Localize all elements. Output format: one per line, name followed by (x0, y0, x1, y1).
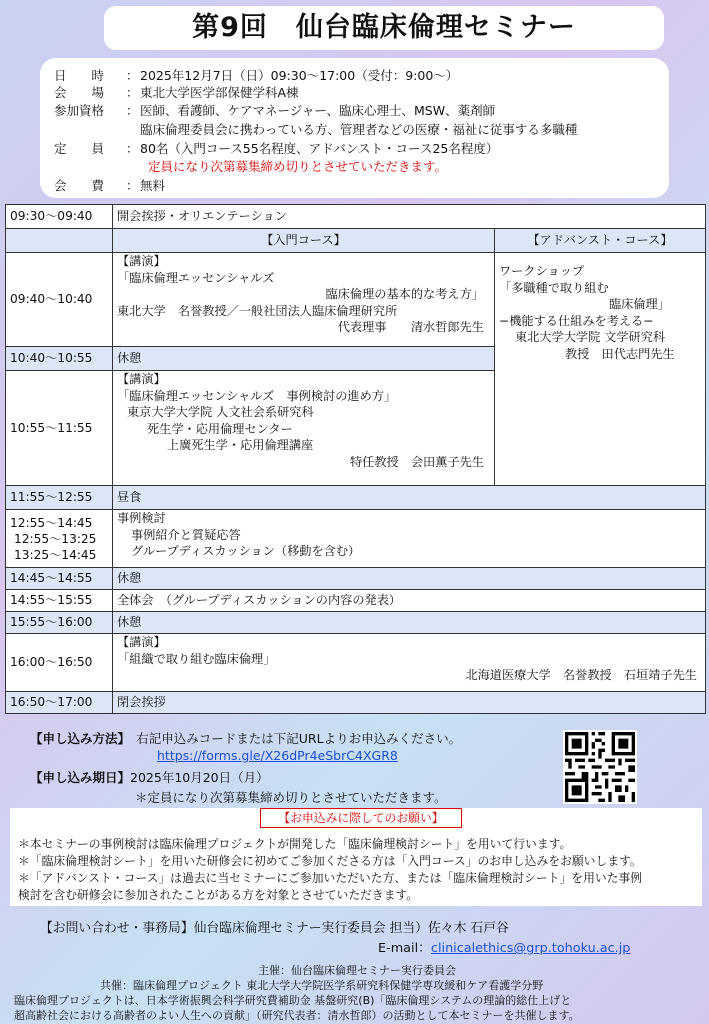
page-title: 第9回 仙台臨床倫理セミナー (104, 6, 664, 50)
case-study-title: 事例検討 (117, 511, 166, 525)
time-sub: 13:25〜14:45 (14, 547, 97, 562)
apply-deadline-label: 【申し込み期日】 (30, 770, 131, 785)
contact-line: 【お問い合わせ・事務局】仙台臨床倫理セミナー実行委員会 担当）佐々木 石戸谷 (40, 921, 509, 936)
intro-course-header: 【入門コース】 (113, 229, 495, 253)
apply-deadline (30, 768, 269, 786)
workshop-speaker: 教授 田代志門先生 (565, 346, 675, 361)
apply-deadline-value: 2025年10月20日（月） (130, 770, 269, 785)
lecture-cell (113, 253, 495, 347)
workshop-title-2: 臨床倫理」 (609, 297, 670, 311)
program-cell: 全体会 （グループディスカッションの内容の発表） (113, 590, 706, 612)
table-row (6, 634, 706, 692)
program-cell: 昼食 (113, 486, 706, 510)
notice-line: ＊本セミナーの事例検討は臨床倫理プロジェクトが開発した「臨床倫理検討シート」を用いて行います。 (18, 837, 572, 851)
capacity-row: 定 員 ：80名（入門コース55名程度、アドバンスト・コース25名程度） (54, 141, 499, 156)
venue-row: 会 場 ：東北大学医学部保健学科A棟 (54, 85, 299, 100)
schedule-table (5, 204, 706, 714)
time-cell: 09:40〜10:40 (6, 253, 113, 347)
eligibility-label: 参加資格 (54, 103, 105, 118)
time-cell: 14:55〜15:55 (6, 590, 113, 612)
footer-cohost: 共催：臨床倫理プロジェクト 東北大学大学院医学系研究科保健学専攻緩和ケア看護学分野 (100, 979, 544, 992)
capacity-label: 定 員 (54, 141, 105, 156)
table-row (6, 590, 706, 612)
case-study-item: 事例紹介と質疑応答 (131, 527, 241, 542)
qr-code-icon (565, 732, 635, 802)
case-study-item: グループディスカッション（移動を含む） (131, 544, 361, 558)
eligibility-row: 参加資格 ：医師、看護師、ケアマネージャー、臨床心理士、MSW、薬剤師 (54, 103, 496, 118)
footer-host: 主催：仙台臨床倫理セミナー実行委員会 (258, 964, 456, 977)
fee-label: 会 費 (54, 178, 105, 193)
table-row (6, 205, 706, 229)
lecture-tag: 【講演】 (117, 254, 166, 268)
contact-email-row (378, 937, 630, 956)
lecture-tag: 【講演】 (117, 635, 166, 649)
workshop-title-1: 「多職種で取り組む (499, 280, 609, 295)
advanced-course-header: 【アドバンスト・コース】 (495, 229, 706, 253)
fee-row: 会 費 ：無料 (54, 178, 166, 193)
time-cell: 16:00〜16:50 (6, 634, 113, 692)
time-cell: 11:55〜12:55 (6, 486, 113, 510)
notice-line: ＊「アドバンスト・コース」は過去に当セミナーにご参加いただいた方、または「臨床倫理検討シート」を用いた事例 (18, 871, 643, 885)
capacity-value: 80名（入門コース55名程度、アドバンスト・コース25名程度） (140, 141, 499, 156)
event-info-box (40, 58, 669, 198)
lecture-title: 「臨床倫理エッセンシャルズ 事例検討の進め方」 (117, 388, 397, 403)
apply-method (30, 729, 461, 747)
lecture-title: 「組織で取り組む臨床倫理」 (117, 651, 276, 666)
notice-line: ＊「臨床倫理検討シート」を用いた研修会に初めてご参加くださる方は「入門コース」のお申し込みをお願いします。 (18, 854, 642, 868)
time-cell: 14:45〜14:55 (6, 568, 113, 590)
email-link[interactable]: clinicalethics@grp.tohoku.ac.jp (430, 941, 631, 956)
lecture-tag: 【講演】 (117, 372, 166, 386)
notice-box (10, 808, 702, 906)
eligibility-value-2: 臨床倫理委員会に携わっている方、管理者などの医療・福祉に従事する多職種 (140, 122, 578, 137)
date-label: 日 時 (54, 68, 105, 83)
footer-line: 臨床倫理プロジェクトは、日本学術振興会科学研究費補助金 基盤研究(B)「臨床倫理システムの理論的総仕上げと (14, 994, 572, 1007)
speaker-affiliation: 東京大学大学院 人文社会系研究科 (127, 405, 314, 419)
venue-label: 会 場 (54, 85, 105, 100)
table-row (6, 568, 706, 590)
workshop-subtitle: −機能する仕組みを考える− (499, 313, 654, 328)
table-row (6, 510, 706, 568)
program-cell: 休憩 (113, 568, 706, 590)
program-cell: 休憩 (113, 347, 495, 371)
lecture-title: 「臨床倫理エッセンシャルズ (117, 270, 275, 285)
time-main: 12:55〜14:45 (10, 515, 93, 530)
footer-line: 超高齢社会における高齢者のよい人生への貢献」（研究代表者：清水哲郎）の活動として本セミナーを共催します。 (14, 1009, 580, 1022)
time-cell: 16:50〜17:00 (6, 692, 113, 714)
time-sub: 12:55〜13:25 (14, 531, 97, 546)
email-label: E-mail： (378, 941, 431, 956)
workshop-label: ワークショップ (499, 264, 585, 278)
lecture-subtitle: 臨床倫理の基本的な考え方」 (325, 287, 484, 301)
speaker-name: 代表理事 清水哲郎先生 (337, 320, 484, 334)
table-row (6, 229, 706, 253)
apply-note: ＊定員になり次第募集締め切りとさせていただきます。 (135, 790, 447, 805)
qr-code[interactable] (563, 730, 637, 804)
time-cell: 15:55〜16:00 (6, 612, 113, 634)
program-cell: 閉会挨拶 (113, 692, 706, 714)
date-value: 2025年12月7日（日）09:30〜17:00（受付：9:00〜） (140, 68, 459, 83)
table-row (6, 692, 706, 714)
speaker-center: 死生学・応用倫理センター (147, 421, 293, 436)
program-cell: 開会挨拶・オリエンテーション (113, 205, 706, 229)
apply-url-link[interactable]: https://forms.gle/X26dPr4eSbrC4XGR8 (157, 748, 398, 763)
time-cell (6, 510, 113, 568)
apply-method-text: 右記申込みコードまたは下記URLよりお申込みください。 (136, 731, 462, 746)
speaker-name: 北海道医療大学 名誉教授 石垣靖子先生 (465, 668, 697, 682)
eligibility-value: 医師、看護師、ケアマネージャー、臨床心理士、MSW、薬剤師 (140, 103, 496, 118)
case-study-cell (113, 510, 706, 568)
venue-value: 東北大学医学部保健学科A棟 (140, 85, 299, 100)
lecture-cell (113, 634, 706, 692)
speaker-affiliation: 東北大学 名誉教授／一般社団法人臨床倫理研究所 (117, 303, 398, 318)
table-row (6, 612, 706, 634)
capacity-note: 定員になり次第募集締め切りとさせていただきます。 (148, 159, 448, 174)
apply-method-label: 【申し込み方法】 (30, 731, 124, 746)
speaker-course: 上廣死生学・応用倫理講座 (167, 438, 314, 452)
workshop-affiliation: 東北大学大学院 文学研究科 (515, 330, 666, 344)
time-cell: 10:40〜10:55 (6, 347, 113, 371)
table-row (6, 486, 706, 510)
time-cell: 10:55〜11:55 (6, 371, 113, 486)
program-cell: 休憩 (113, 612, 706, 634)
speaker-name: 特任教授 会田薫子先生 (349, 454, 484, 469)
notice-heading: 【お申込みに際してのお願い】 (260, 808, 462, 828)
fee-value: 無料 (140, 178, 166, 193)
table-row (6, 253, 706, 347)
notice-line: 検討を含む研修会に参加されたことがある方を対象とさせていただきます。 (18, 888, 419, 902)
time-cell: 09:30〜09:40 (6, 205, 113, 229)
advanced-workshop-cell (495, 253, 706, 486)
date-row: 日 時 ：2025年12月7日（日）09:30〜17:00（受付：9:00〜） (54, 68, 459, 83)
lecture-cell (113, 371, 495, 486)
